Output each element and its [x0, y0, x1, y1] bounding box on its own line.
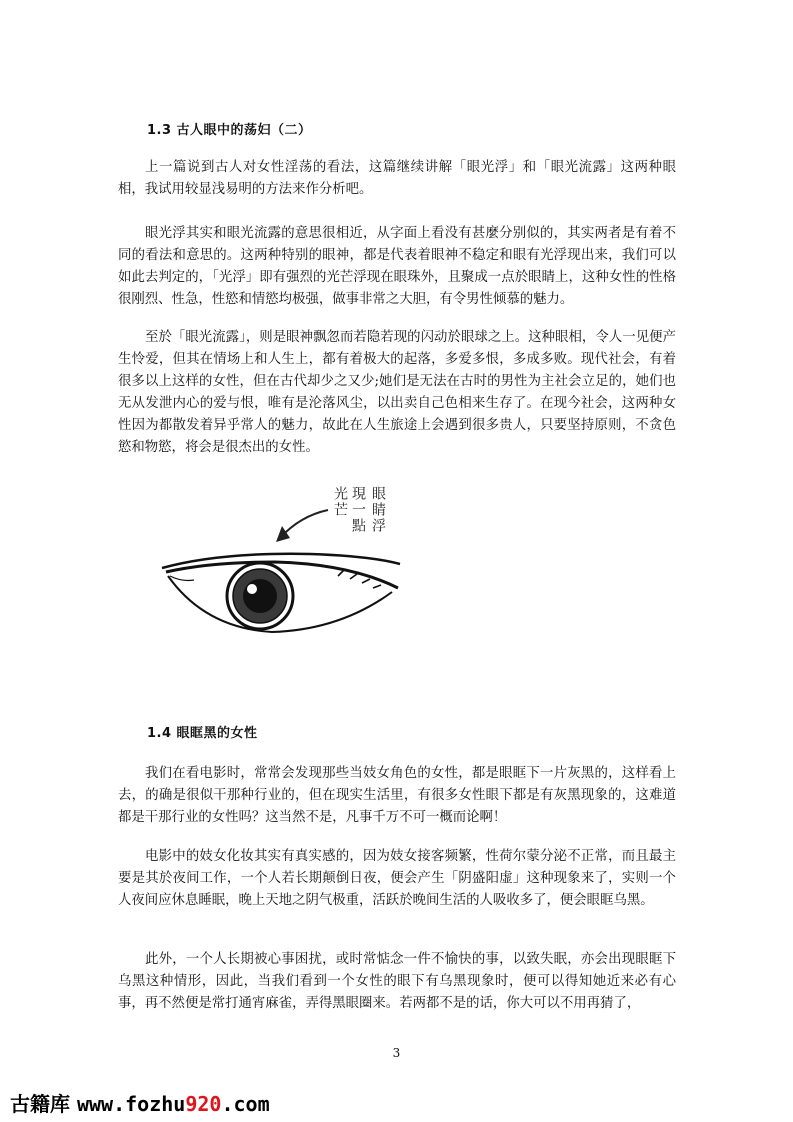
paragraph: 我们在看电影时，常常会发现那些当妓女角色的女性，都是眼眶下一片灰黑的，这样看上去，的确是很似干那种行业的，但在现实生活里，有很多女性眼下都是有灰黑现象的，这难道都是干那行业的女性吗？这当然不是，凡事千万不可一概而论啊！ [118, 766, 676, 825]
label-light: 光芒 [332, 486, 348, 518]
footer-site-suffix: .com [221, 1092, 270, 1116]
eye-illustration [160, 480, 410, 680]
paragraph: 眼光浮其实和眼光流露的意思很相近，从字面上看没有甚麼分别似的，其实两者是有着不同的看法和意思的。这两种特别的眼神，都是代表着眼神不稳定和眼有光浮现出来，我们可以如此去判定的，「光浮」即有强烈的光芒浮现在眼珠外，且聚成一点於眼睛上，这种女性的性格很刚烈、性急，性慾和情慾均极强，做事非常之大胆，有令男性倾慕的魅力。 [118, 226, 676, 307]
section-heading-1-4: 1.4 眼眶黑的女性 [147, 726, 258, 741]
page-number: 3 [392, 1046, 401, 1060]
highlight-point [247, 584, 257, 594]
footer-watermark [10, 1088, 270, 1117]
paragraph: 上一篇说到古人对女性淫荡的看法，这篇继续讲解「眼光浮」和「眼光流露」这两种眼相，我试用较显浅易明的方法来作分析吧。 [118, 160, 676, 197]
label-eye-float: 眼睛浮現一點 [350, 486, 386, 534]
paragraph: 至於「眼光流露」，则是眼神飘忽而若隐若现的闪动於眼球之上。这种眼相，令人一见便产生怜爱，但其在情场上和人生上，都有着极大的起落，多爱多恨，多成多败。现代社会，有着很多以上这样的女性，但在古代却少之又少;她们是无法在古时的男性为主社会立足的，她们也无从发泄内心的爱与恨，唯有是沦落风尘，以出卖自己色相来生存了。在现今社会，这两种女性因为都散发着异乎常人的魅力，故此在人生旅途上会遇到很多贵人，只要坚持原则，不贪色慾和物慾，将会是很杰出的女性。 [118, 330, 676, 455]
section-heading-1-3: 1.3 古人眼中的荡妇（二） [147, 123, 312, 138]
arrow-head-icon [276, 526, 290, 542]
footer-brand: 古籍库 [10, 1092, 70, 1116]
footer-site-prefix: www.fozhu [76, 1092, 186, 1116]
arrow-line [280, 510, 328, 538]
paragraph: 此外，一个人长期被心事困扰，或时常惦念一件不愉快的事，以致失眠，亦会出现眼眶下乌黑这种情形，因此，当我们看到一个女性的眼下有乌黑现象时，便可以得知她近来必有心事，再不然便是常打通宵麻雀，弄得黑眼圈来。若两都不是的话，你大可以不用再猜了， [118, 952, 676, 1011]
paragraph: 电影中的妓女化妆其实有真实感的，因为妓女接客频繁，性荷尔蒙分泌不正常，而且最主要是其於夜间工作，一个人若长期颠倒日夜，便会产生「阴盛阳虚」这种现象来了，实则一个人夜间应休息睡眠，晚上天地之阴气极重，活跃於晚间生活的人吸收多了，便会眼眶乌黑。 [118, 849, 676, 908]
footer-site-accent: 920 [185, 1092, 222, 1116]
